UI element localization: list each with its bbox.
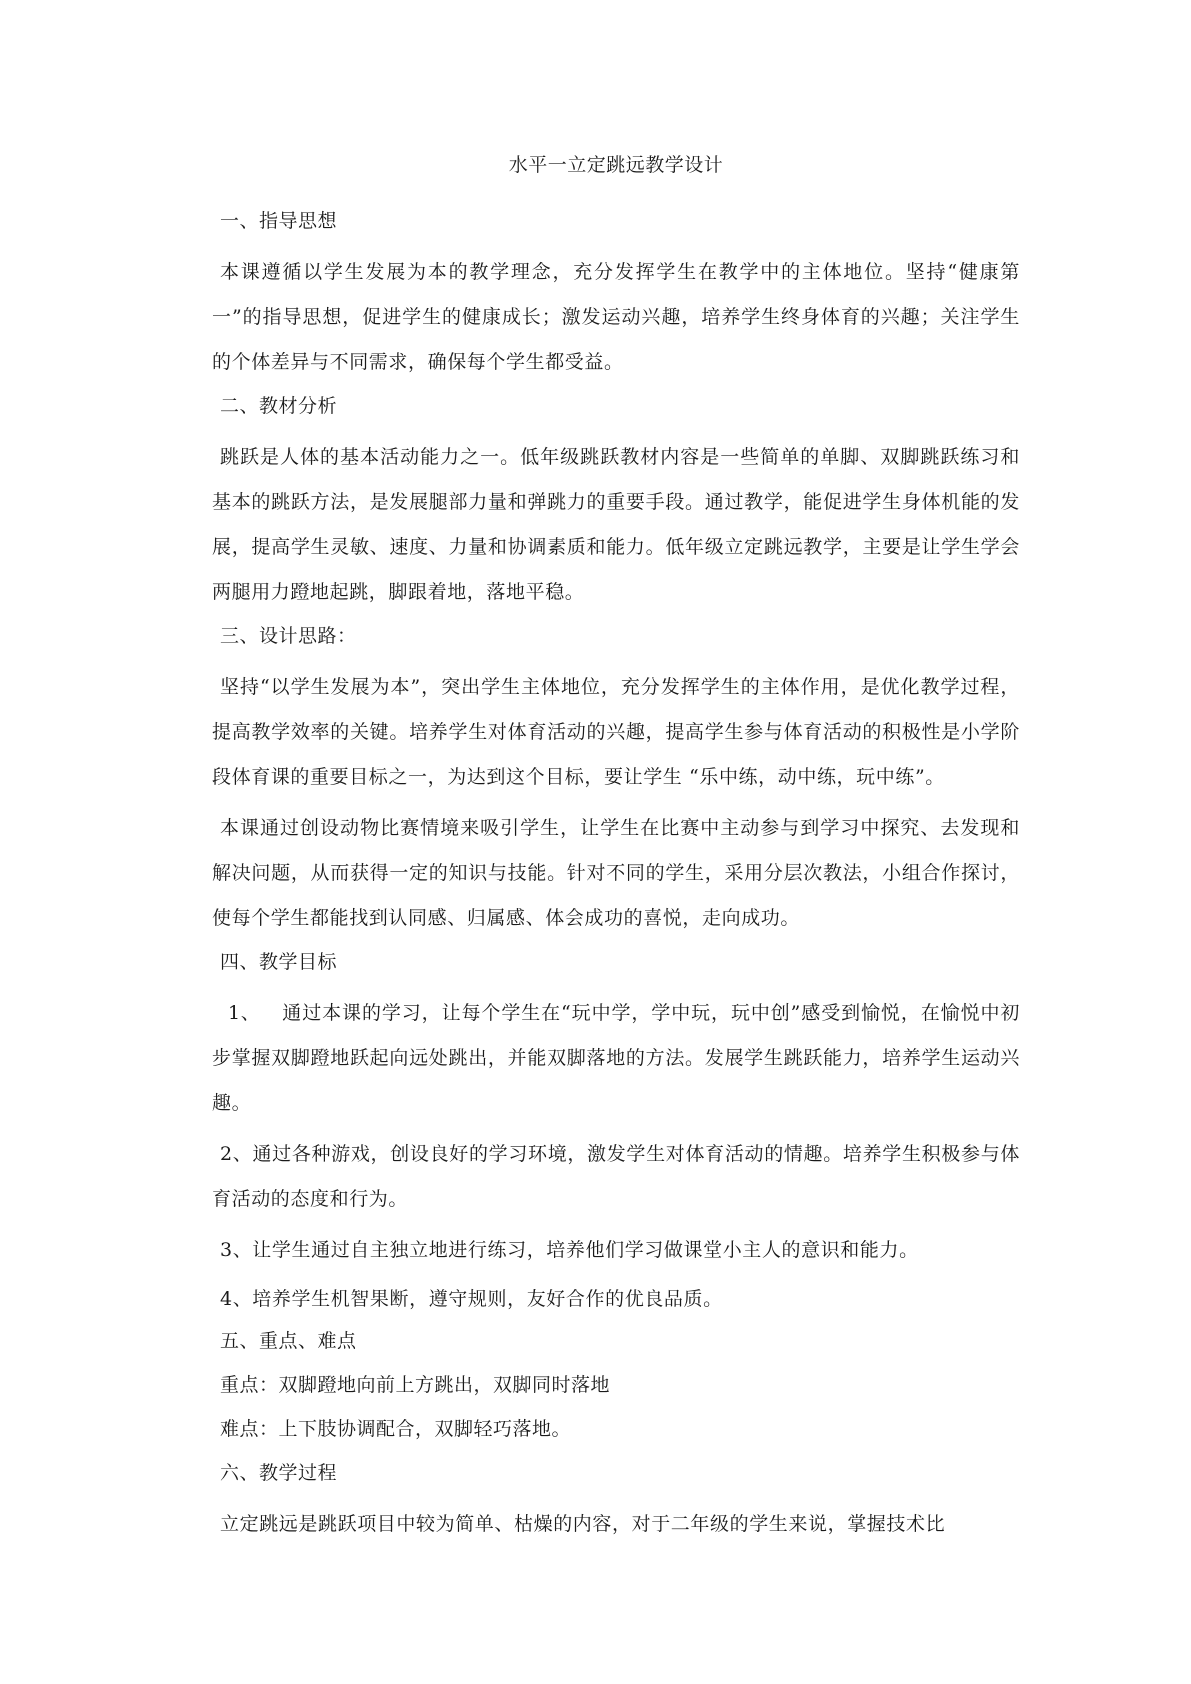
teaching-goal-2: 2、通过各种游戏，创设良好的学习环境，激发学生对体育活动的情趣。培养学生积极参与体育活动的态度和行为。 [212,1143,1020,1210]
document-page [212,150,1020,1650]
section-heading-material-analysis: 二、教材分析 [220,395,338,417]
paragraph-teaching-process: 立定跳远是跳跃项目中较为简单、枯燥的内容，对于二年级的学生来说，掌握技术比 [220,1513,946,1535]
section-heading-design-ideas: 三、设计思路： [220,625,357,647]
paragraph-guiding-ideology: 本课遵循以学生发展为本的教学理念，充分发挥学生在教学中的主体地位。坚持“健康第一”的指导思想，促进学生的健康成长；激发运动兴趣，培养学生终身体育的兴趣；关注学生的个体差异与不同需求，确保每个学生都受益。 [212,261,1020,373]
difficult-point: 难点：上下肢协调配合，双脚轻巧落地。 [220,1418,572,1440]
teaching-goal-1-number: 1、 [228,1002,261,1024]
document-title: 水平一立定跳远教学设计 [508,154,724,176]
teaching-goal-1 [212,991,1020,1126]
key-point: 重点：双脚蹬地向前上方跳出，双脚同时落地 [220,1374,611,1396]
section-heading-guiding-ideology: 一、指导思想 [220,210,338,232]
teaching-goal-3: 3、让学生通过自主独立地进行练习，培养他们学习做课堂小主人的意识和能力。 [220,1239,919,1261]
teaching-goal-1-text: 通过本课的学习，让每个学生在“玩中学，学中玩，玩中创”感受到愉悦，在愉悦中初步掌握双脚蹬地跃起向远处跳出，并能双脚落地的方法。发展学生跳跃能力，培养学生运动兴趣。 [212,1002,1020,1114]
section-heading-teaching-goals: 四、教学目标 [220,951,338,973]
teaching-goal-4: 4、培养学生机智果断，遵守规则，友好合作的优良品质。 [220,1288,723,1310]
section-heading-key-difficult-points: 五、重点、难点 [220,1330,357,1352]
paragraph-design-ideas-1: 坚持“以学生发展为本”，突出学生主体地位，充分发挥学生的主体作用，是优化教学过程，提高教学效率的关键。培养学生对体育活动的兴趣，提高学生参与体育活动的积极性是小学阶段体育课的重要目标之一，为达到这个目标，要让学生 “乐中练，动中练，玩中练”。 [212,676,1020,788]
paragraph-design-ideas-2: 本课通过创设动物比赛情境来吸引学生，让学生在比赛中主动参与到学习中探究、去发现和解决问题，从而获得一定的知识与技能。针对不同的学生，采用分层次教法，小组合作探讨，使每个学生都能找到认同感、归属感、体会成功的喜悦，走向成功。 [212,817,1020,929]
section-heading-teaching-process: 六、教学过程 [220,1462,338,1484]
paragraph-material-analysis: 跳跃是人体的基本活动能力之一。低年级跳跃教材内容是一些简单的单脚、双脚跳跃练习和基本的跳跃方法，是发展腿部力量和弹跳力的重要手段。通过教学，能促进学生身体机能的发展，提高学生灵敏、速度、力量和协调素质和能力。低年级立定跳远教学，主要是让学生学会两腿用力蹬地起跳，脚跟着地，落地平稳。 [212,446,1020,603]
